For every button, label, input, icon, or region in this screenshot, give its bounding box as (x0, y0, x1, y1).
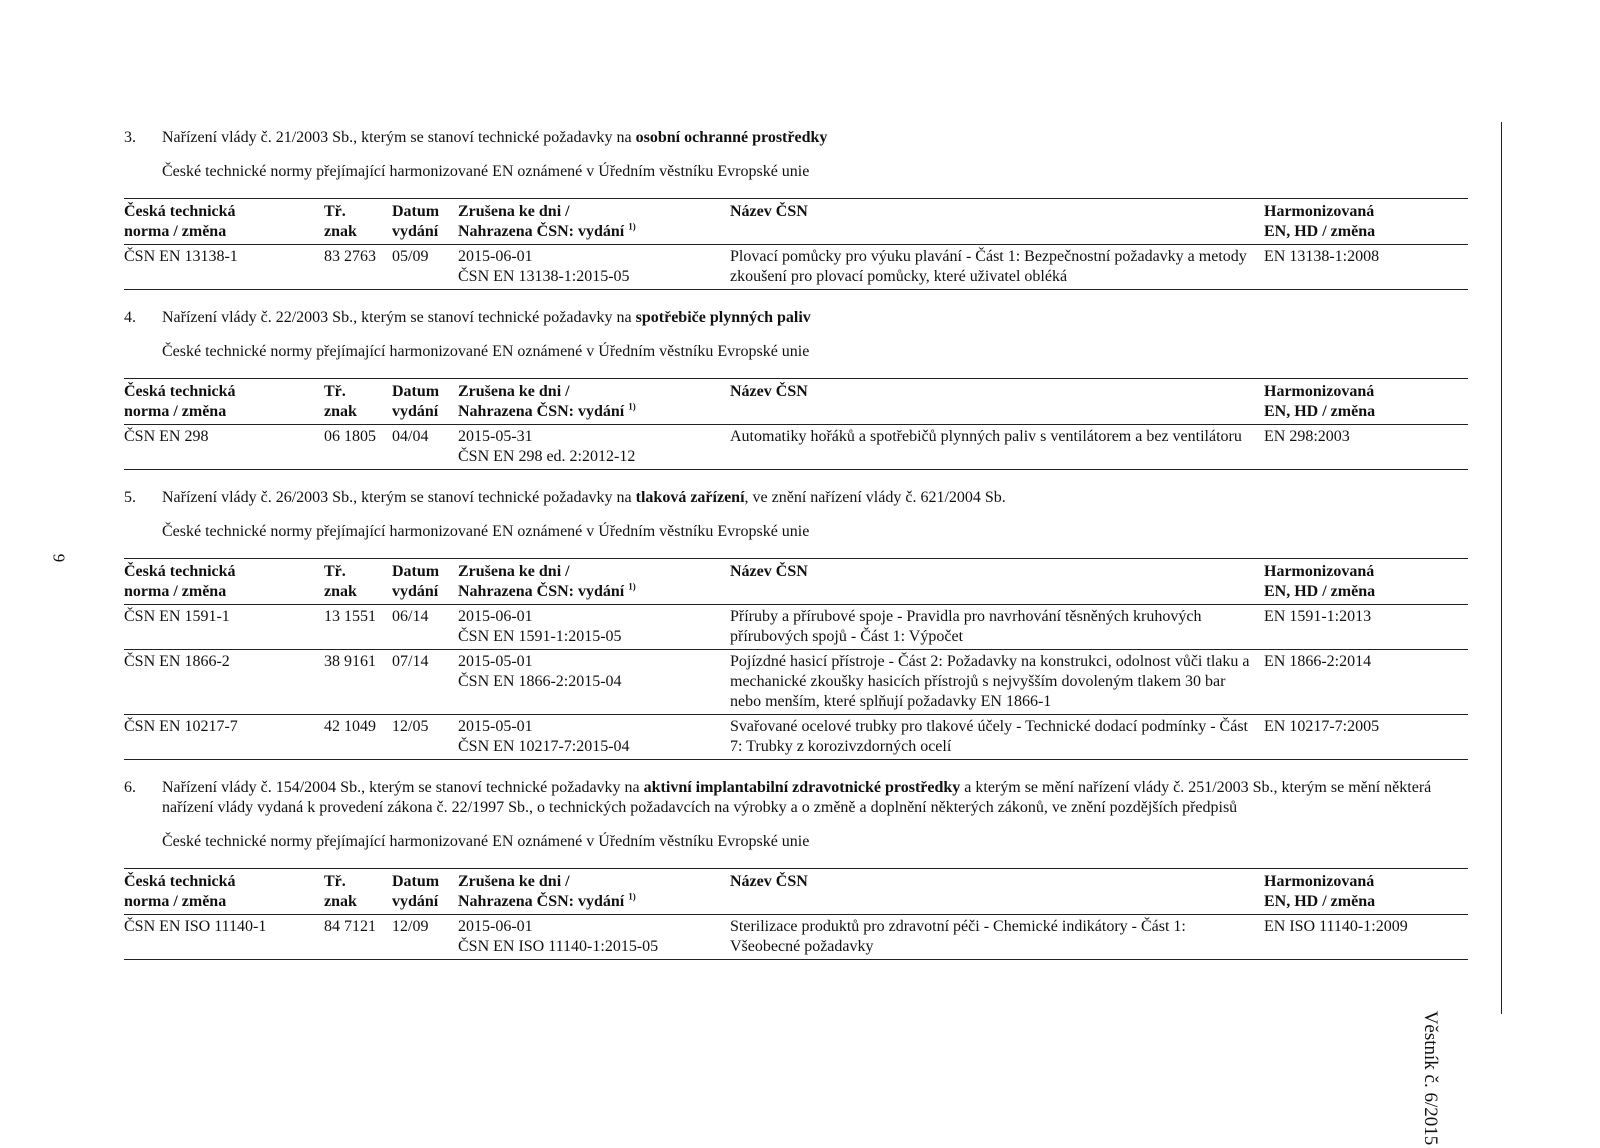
cell-issue-date: 07/14 (392, 653, 429, 670)
header-harmonized-text: EN, HD / změna (1264, 893, 1376, 910)
cell-replaced (458, 605, 730, 650)
header-norm (124, 559, 324, 605)
header-replaced (458, 379, 730, 425)
section-subtitle: České technické normy přejímající harmonizované EN oznámené v Úředním věstníku Evropské unie (162, 833, 810, 850)
cell-harmonized-en: EN ISO 11140-1:2009 (1264, 918, 1408, 935)
header-replaced-text: Nahrazena ČSN: vydání (458, 403, 625, 420)
cell-issue-date: 04/04 (392, 428, 429, 445)
cell-harmonized-en: EN 298:2003 (1264, 428, 1350, 445)
table-row (124, 425, 1468, 470)
header-issue-date (392, 379, 458, 425)
cell-title: Svařované ocelové trubky pro tlakové účely - Technické dodací podmínky - Část 7: Trubky z korozivzdorných ocelí (730, 718, 1248, 755)
header-replaced-text: Nahrazena ČSN: vydání (458, 223, 625, 240)
header-issue-date-text: vydání (392, 403, 439, 420)
bulletin-title: Věstník č. 6/2015 (1420, 1010, 1441, 1146)
table-header-row (124, 869, 1468, 915)
header-replaced-text: Zrušena ke dni / (458, 563, 570, 580)
cell-cancel-date: 2015-05-31 (458, 428, 533, 445)
header-replaced-text: Nahrazena ČSN: vydání (458, 583, 625, 600)
cell-cancel-date: 2015-06-01 (458, 608, 533, 625)
header-norm-text: Česká technická (124, 383, 236, 400)
cell-title: Pojízdné hasicí přístroje - Část 2: Požadavky na konstrukci, odolnost vůči tlaku a mechanické zkoušky hasicích přístrojů s nejvyšším dovoleným tlakem 30 bar nebo menším, které splňují požadavky EN 1866-1 (730, 653, 1250, 710)
header-title-text: Název ČSN (730, 873, 808, 890)
cell-class-code: 83 2763 (324, 248, 376, 265)
cell-issue-date: 06/14 (392, 608, 429, 625)
header-title-text: Název ČSN (730, 203, 808, 220)
regulation-section (124, 128, 1468, 290)
cell-title: Sterilizace produktů pro zdravotní péči - Chemické indikátory - Část 1: Všeobecné požadavky (730, 918, 1186, 955)
header-class-code-text: znak (324, 403, 357, 420)
header-class-code-text: znak (324, 583, 357, 600)
header-class-code (324, 559, 392, 605)
section-title (162, 128, 1468, 148)
section-title (162, 308, 1468, 328)
header-harmonized (1264, 199, 1468, 245)
header-harmonized-text: Harmonizovaná (1264, 203, 1375, 220)
table-row (124, 715, 1468, 760)
header-norm-text: Česká technická (124, 873, 236, 890)
cell-title: Příruby a přírubové spoje - Pravidla pro navrhování těsněných kruhových přírubových spojů - Část 1: Výpočet (730, 608, 1202, 645)
table-header-row (124, 379, 1468, 425)
header-issue-date-text: Datum (392, 563, 440, 580)
section-title-text: Nařízení vlády č. 26/2003 Sb., kterým se stanoví technické požadavky na (162, 489, 636, 506)
section-heading (124, 488, 1468, 508)
cell-harmonized-en: EN 1866-2:2014 (1264, 653, 1372, 670)
header-norm (124, 869, 324, 915)
header-norm-text: norma / změna (124, 403, 227, 420)
table-row (124, 650, 1468, 715)
header-harmonized-text: Harmonizovaná (1264, 383, 1375, 400)
cell-replacement-norm: ČSN EN 1591-1:2015-05 (458, 628, 622, 645)
header-class-code-text: Tř. (324, 203, 346, 220)
cell-replacement-norm: ČSN EN 10217-7:2015-04 (458, 738, 630, 755)
header-class-code-text: Tř. (324, 383, 346, 400)
cell-class-code: 42 1049 (324, 718, 376, 735)
section-title-subject: osobní ochranné prostředky (635, 129, 828, 146)
header-issue-date-text: Datum (392, 203, 440, 220)
header-issue-date-text: Datum (392, 383, 440, 400)
header-replaced-text: Zrušena ke dni / (458, 873, 570, 890)
section-heading (124, 128, 1468, 148)
cell-replacement-norm: ČSN EN ISO 11140-1:2015-05 (458, 938, 659, 955)
cell-cancel-date: 2015-06-01 (458, 248, 533, 265)
header-norm-text: norma / změna (124, 893, 227, 910)
header-title-text: Název ČSN (730, 563, 808, 580)
table-row (124, 605, 1468, 650)
header-harmonized-text: EN, HD / změna (1264, 583, 1376, 600)
table-row (124, 245, 1468, 290)
cell-issue-date: 05/09 (392, 248, 429, 265)
header-issue-date-text: vydání (392, 893, 439, 910)
table-row (124, 915, 1468, 960)
section-title-text: Nařízení vlády č. 22/2003 Sb., kterým se stanoví technické požadavky na (162, 309, 636, 326)
cell-title: Plovací pomůcky pro výuku plavání - Část 1: Bezpečnostní požadavky a metody zkoušení pro plovací pomůcky, které uživatel obléká (730, 248, 1247, 285)
section-title-subject: aktivní implantabilní zdravotnické prostředky (643, 779, 961, 796)
section-title-subject: spotřebiče plynných paliv (635, 309, 811, 326)
header-issue-date (392, 199, 458, 245)
section-title-suffix: a kterým se mění nařízení vlády č. 251/2003 Sb., kterým se mění některá nařízení vlády vydaná k provedení zákona č. 22/1997 Sb., o technických požadavcích na výrobky a o změně a doplnění některých zákonů, ve znění pozdějších předpisů (162, 779, 1432, 816)
section-subtitle: České technické normy přejímající harmonizované EN oznámené v Úředním věstníku Evropské unie (162, 343, 810, 360)
section-number: 3. (124, 129, 136, 146)
page-number: 9 (49, 553, 69, 563)
header-class-code-text: Tř. (324, 563, 346, 580)
header-issue-date (392, 869, 458, 915)
header-replaced (458, 199, 730, 245)
cell-cancel-date: 2015-06-01 (458, 918, 533, 935)
header-harmonized-text: EN, HD / změna (1264, 403, 1376, 420)
section-subtitle: České technické normy přejímající harmonizované EN oznámené v Úředním věstníku Evropské unie (162, 523, 810, 540)
header-norm (124, 199, 324, 245)
cell-class-code: 84 7121 (324, 918, 376, 935)
section-title-text: Nařízení vlády č. 154/2004 Sb., kterým se stanoví technické požadavky na (162, 779, 644, 796)
cell-norm: ČSN EN 13138-1 (124, 248, 238, 265)
cell-harmonized-en: EN 13138-1:2008 (1264, 248, 1380, 265)
section-number: 6. (124, 779, 136, 796)
section-heading (124, 308, 1468, 328)
footnote-marker: 1) (628, 401, 636, 412)
cell-norm: ČSN EN 1591-1 (124, 608, 230, 625)
header-class-code (324, 869, 392, 915)
header-harmonized-text: EN, HD / změna (1264, 223, 1376, 240)
header-title (730, 199, 1264, 245)
header-issue-date-text: vydání (392, 583, 439, 600)
cell-cancel-date: 2015-05-01 (458, 653, 533, 670)
section-heading (124, 778, 1468, 818)
header-class-code (324, 199, 392, 245)
header-replaced-text: Zrušena ke dni / (458, 383, 570, 400)
header-class-code-text: Tř. (324, 873, 346, 890)
cell-replaced (458, 245, 730, 290)
footnote-marker: 1) (628, 581, 636, 592)
header-harmonized (1264, 379, 1468, 425)
cell-norm: ČSN EN 10217-7 (124, 718, 238, 735)
header-title (730, 379, 1264, 425)
header-harmonized-text: Harmonizovaná (1264, 873, 1375, 890)
section-title-subject: tlaková zařízení (635, 489, 745, 506)
standards-table (124, 378, 1468, 470)
section-number: 5. (124, 489, 136, 506)
table-header-row (124, 559, 1468, 605)
header-issue-date (392, 559, 458, 605)
cell-harmonized-en: EN 10217-7:2005 (1264, 718, 1380, 735)
standards-table (124, 198, 1468, 290)
cell-replaced (458, 915, 730, 960)
regulation-section (124, 778, 1468, 960)
cell-class-code: 13 1551 (324, 608, 376, 625)
section-subtitle: České technické normy přejímající harmonizované EN oznámené v Úředním věstníku Evropské unie (162, 163, 810, 180)
header-replaced-text: Nahrazena ČSN: vydání (458, 893, 625, 910)
header-norm-text: norma / změna (124, 223, 227, 240)
cell-title: Automatiky hořáků a spotřebičů plynných paliv s ventilátorem a bez ventilátoru (730, 428, 1242, 445)
header-harmonized-text: Harmonizovaná (1264, 563, 1375, 580)
header-title (730, 559, 1264, 605)
header-title-text: Název ČSN (730, 383, 808, 400)
cell-class-code: 06 1805 (324, 428, 376, 445)
header-replaced (458, 869, 730, 915)
header-issue-date-text: vydání (392, 223, 439, 240)
header-replaced (458, 559, 730, 605)
cell-replaced (458, 715, 730, 760)
cell-replacement-norm: ČSN EN 1866-2:2015-04 (458, 673, 622, 690)
section-title (162, 488, 1468, 508)
section-title-suffix: , ve znění nařízení vlády č. 621/2004 Sb. (744, 489, 1006, 506)
document-content (124, 128, 1468, 978)
cell-replacement-norm: ČSN EN 298 ed. 2:2012-12 (458, 448, 636, 465)
cell-issue-date: 12/09 (392, 918, 429, 935)
header-title (730, 869, 1264, 915)
header-norm-text: Česká technická (124, 563, 236, 580)
standards-table (124, 558, 1468, 760)
section-title (162, 778, 1468, 818)
cell-norm: ČSN EN ISO 11140-1 (124, 918, 267, 935)
cell-replacement-norm: ČSN EN 13138-1:2015-05 (458, 268, 630, 285)
table-header-row (124, 199, 1468, 245)
regulation-section (124, 488, 1468, 760)
cell-issue-date: 12/05 (392, 718, 429, 735)
cell-replaced (458, 425, 730, 470)
regulation-section (124, 308, 1468, 470)
header-replaced-text: Zrušena ke dni / (458, 203, 570, 220)
section-number: 4. (124, 309, 136, 326)
side-divider-line (1501, 122, 1502, 1014)
cell-norm: ČSN EN 1866-2 (124, 653, 230, 670)
header-class-code (324, 379, 392, 425)
cell-harmonized-en: EN 1591-1:2013 (1264, 608, 1372, 625)
cell-norm: ČSN EN 298 (124, 428, 209, 445)
cell-replaced (458, 650, 730, 715)
header-class-code-text: znak (324, 223, 357, 240)
footnote-marker: 1) (628, 221, 636, 232)
section-title-text: Nařízení vlády č. 21/2003 Sb., kterým se stanoví technické požadavky na (162, 129, 636, 146)
cell-class-code: 38 9161 (324, 653, 376, 670)
header-norm-text: Česká technická (124, 203, 236, 220)
header-norm-text: norma / změna (124, 583, 227, 600)
header-harmonized (1264, 869, 1468, 915)
standards-table (124, 868, 1468, 960)
header-issue-date-text: Datum (392, 873, 440, 890)
header-harmonized (1264, 559, 1468, 605)
cell-cancel-date: 2015-05-01 (458, 718, 533, 735)
header-class-code-text: znak (324, 893, 357, 910)
footnote-marker: 1) (628, 891, 636, 902)
header-norm (124, 379, 324, 425)
